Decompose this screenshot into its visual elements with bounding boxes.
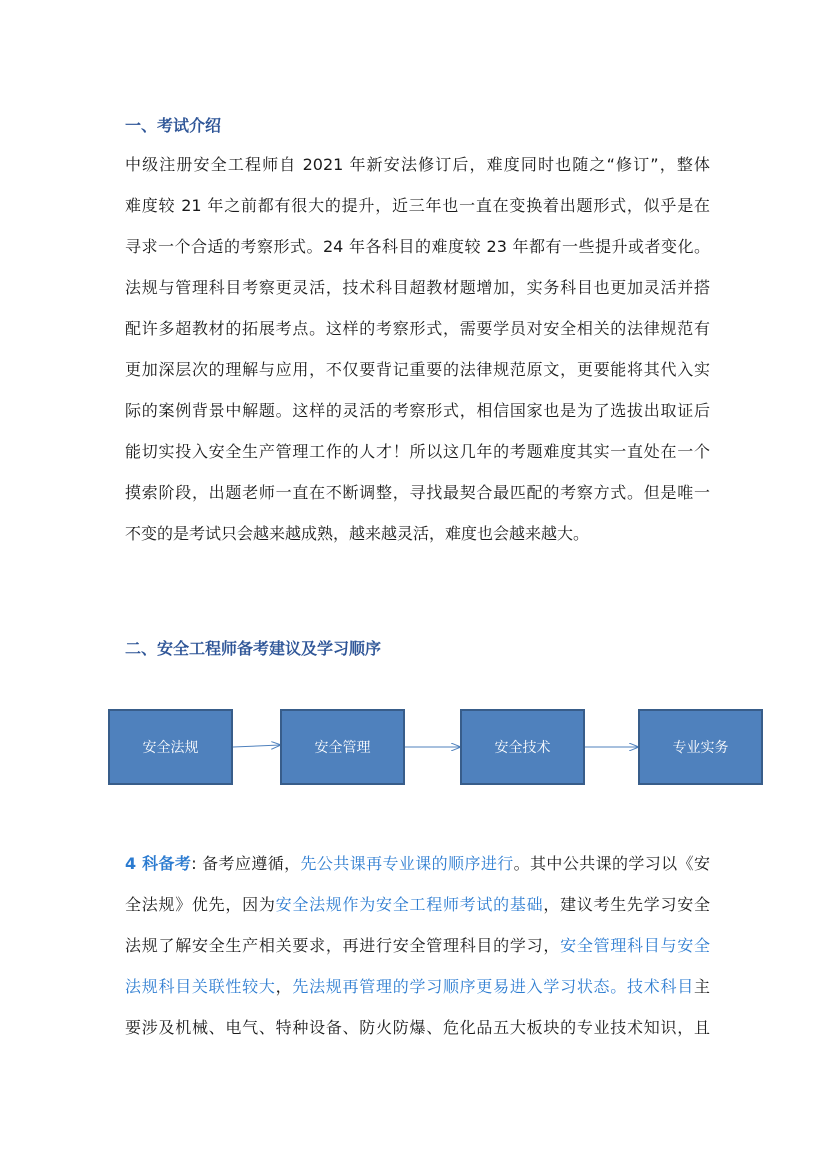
flow-step-professional-practice: 专业实务	[638, 709, 763, 785]
paragraph-line: 际的案例背景中解题。这样的灵活的考察形式，相信国家也是为了选拔出取证后	[125, 401, 710, 420]
paragraph-line: 中级注册安全工程师自 2021 年新安法修订后，难度同时也随之“修订”，整体	[125, 155, 710, 174]
section-heading-study-order: 二、安全工程师备考建议及学习顺序	[125, 639, 382, 658]
paragraph-line: 法规与管理科目考察更灵活，技术科目超教材题增加，实务科目也更加灵活并搭	[125, 278, 710, 297]
paragraph-line	[125, 843, 710, 884]
body-text: ，	[275, 977, 293, 996]
body-text: ，建议考生先学习安全	[543, 895, 710, 914]
paragraph-line: 更加深层次的理解与应用，不仅要背记重要的法律规范原文，更要能将其代入实	[125, 360, 710, 379]
flow-step-safety-management: 安全管理	[280, 709, 405, 785]
paragraph-line	[125, 925, 710, 966]
body-text: : 备考应遵循，	[191, 854, 301, 873]
highlight-text: 安全管理科目与安全	[560, 936, 710, 955]
paragraph-line	[125, 884, 710, 925]
paragraph-line	[125, 966, 710, 1007]
body-text: 全法规》优先，因为	[125, 895, 276, 914]
paragraph-line: 摸索阶段，出题老师一直在不断调整，寻找最契合最匹配的考察方式。但是唯一	[125, 483, 710, 502]
paragraph-line: 要涉及机械、电气、特种设备、防火防爆、危化品五大板块的专业技术知识，且	[125, 1018, 710, 1037]
paragraph-line: 配许多超教材的拓展考点。这样的考察形式，需要学员对安全相关的法律规范有	[125, 319, 710, 338]
highlight-text: 先法规再管理的学习顺序更易进入学习状态。技术科目	[292, 977, 694, 996]
section-heading-exam-intro: 一、考试介绍	[125, 116, 222, 135]
body-text: 主	[693, 977, 710, 996]
highlight-text: 法规科目关联性较大	[125, 977, 276, 996]
flow-step-safety-law: 安全法规	[108, 709, 233, 785]
paragraph-line: 难度较 21 年之前都有很大的提升，近三年也一直在变换着出题形式，似乎是在	[125, 196, 710, 215]
paragraph-line: 寻求一个合适的考察形式。24 年各科目的难度较 23 年都有一些提升或者变化。	[125, 237, 710, 256]
study-advice-paragraph	[125, 843, 710, 1048]
study-order-flowchart	[100, 700, 780, 800]
exam-intro-paragraph	[125, 144, 710, 554]
flow-arrow	[233, 745, 280, 747]
paragraph-line: 不变的是考试只会越来越成熟，越来越灵活，难度也会越来越大。	[125, 524, 590, 543]
highlight-text: 4 科备考	[125, 854, 192, 873]
flow-step-safety-technology: 安全技术	[460, 709, 585, 785]
highlight-text: 安全法规作为安全工程师考试的基础	[275, 895, 544, 914]
body-text: 法规了解安全生产相关要求，再进行安全管理科目的学习，	[125, 936, 561, 955]
highlight-text: 先公共课再专业课的顺序进行	[300, 854, 514, 873]
paragraph-line: 能切实投入安全生产管理工作的人才！所以这几年的考题难度其实一直处在一个	[125, 442, 710, 461]
body-text: 。其中公共课的学习以《安	[513, 854, 710, 873]
